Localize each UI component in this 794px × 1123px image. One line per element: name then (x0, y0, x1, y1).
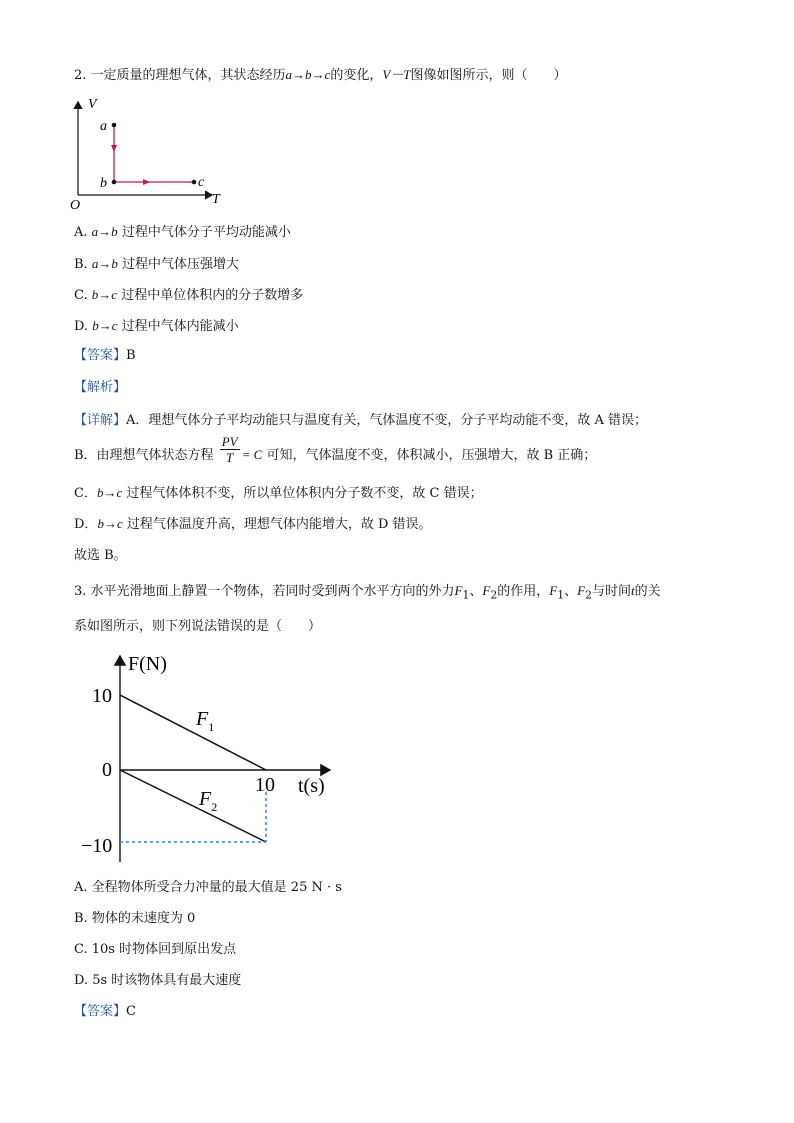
q3-tick-x10: 10 (255, 774, 275, 796)
q3-label-f2: $F_2$ (199, 788, 218, 814)
q2-conclusion: 故选 B。 (74, 548, 127, 563)
q2-point-b (112, 180, 117, 185)
q2-label-v: V (88, 97, 97, 112)
q3-line-f2 (120, 770, 266, 842)
q2-detail-d: D．b→c 过程气体温度升高，理想气体内能增大，故 D 错误。 (74, 516, 432, 532)
q2-option-a: A. a→b 过程中气体分子平均动能减小 (74, 224, 291, 240)
q2-option-c: C. b→c 过程中单位体积内的分子数增多 (74, 287, 304, 303)
q3-x-label: t(s) (298, 775, 325, 797)
q3-option-a: A. 全程物体所受合力冲量的最大值是 25 N · s (74, 880, 342, 895)
q3-option-b: B. 物体的末速度为 0 (74, 911, 196, 926)
q3-option-d: D. 5s 时该物体具有最大速度 (74, 973, 242, 988)
q3-label-f1: $F_1$ (196, 708, 215, 734)
q2-vt-graph (66, 92, 236, 212)
q2-answer (74, 347, 136, 365)
q2-detail-b: B．由理想气体状态方程 $\frac{PV}{T}$ = C 可知，气体温度不变，体积减小，压强增大，故 B 正确； (74, 434, 597, 465)
q2-answer-label: 【答案】 (74, 348, 127, 363)
q2-option-b: B. a→b 过程中气体压强增大 (74, 256, 239, 272)
q3-option-c: C. 10s 时物体回到原出发点 (74, 942, 237, 957)
q2-option-d: D. b→c 过程中气体内能减小 (74, 318, 239, 334)
q3-stem-line2: 系如图所示，则下列说法错误的是（ ） (74, 619, 322, 634)
q2-stem: 2. 一定质量的理想气体，其状态经历a→b→c的变化，V－T图像如图所示，则（ ） (74, 67, 567, 83)
q2-detail-c: C．b→c 过程气体体积不变，所以单位体积内分子数不变，故 C 错误； (74, 485, 483, 501)
q3-line-f1 (120, 695, 266, 770)
q2-label-b: b (100, 176, 107, 191)
q2-label-t: T (212, 192, 220, 207)
q2-arrow-bc (143, 179, 150, 185)
q3-answer (74, 1003, 136, 1021)
q3-tick-neg10: −10 (81, 835, 113, 857)
q2-arrow-ab (111, 145, 117, 152)
q2-state-equation: $\frac{PV}{T}$ (221, 434, 238, 465)
q2-label-a: a (100, 119, 107, 134)
q2-analysis-label: 【解析】 (74, 380, 127, 395)
q2-point-a (112, 123, 117, 128)
q3-stem-line1: 3. 水平光滑地面上静置一个物体，若同时受到两个水平方向的外力$F_1$、$F_2$的作用，$F_1$、$F_2$与时间t的关 (74, 583, 661, 602)
q2-stem-process: a→b→c (285, 67, 331, 82)
q3-force-graph (78, 650, 348, 865)
q2-label-c: c (198, 175, 205, 190)
q2-analysis (74, 379, 126, 397)
q3-answer-value: C (126, 1004, 136, 1019)
q2-label-origin: O (70, 198, 81, 212)
q3-y-label: F(N) (128, 653, 167, 675)
q2-answer-value: B (126, 348, 136, 363)
q2-stem-vt: V－T (382, 67, 411, 82)
q2-detail-label: 【详解】 (74, 413, 127, 428)
q2-detail-a: 【详解】A．理想气体分子平均动能只与温度有关，气体温度不变，分子平均动能不变，故 A 错误； (74, 413, 648, 428)
q3-answer-label: 【答案】 (74, 1004, 127, 1019)
q3-tick-0: 0 (102, 759, 112, 781)
q3-tick-10: 10 (92, 685, 112, 707)
q2-point-c (192, 180, 197, 185)
